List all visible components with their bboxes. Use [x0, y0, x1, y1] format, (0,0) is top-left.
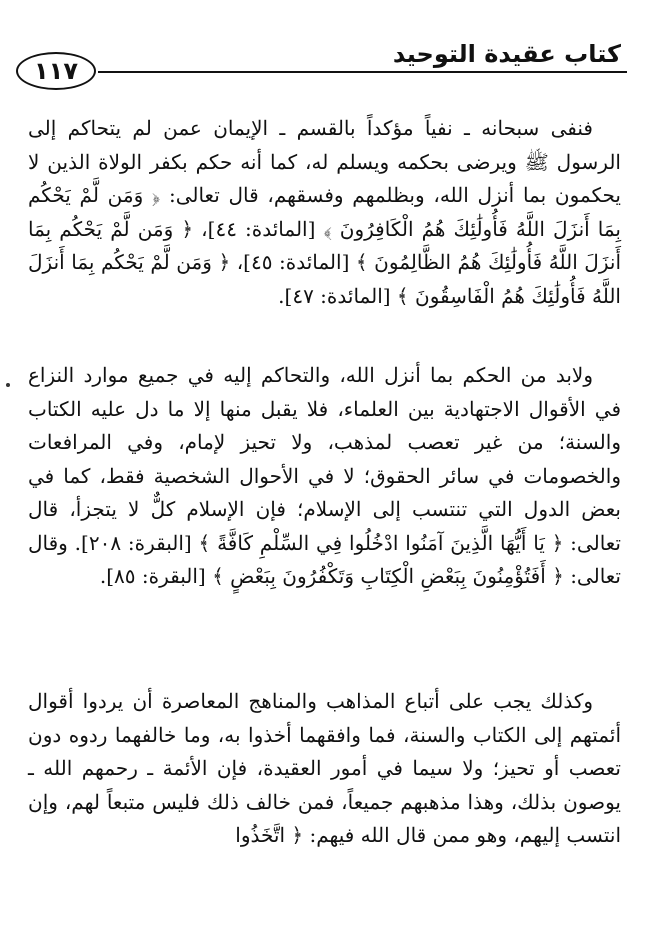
book-title: كتاب عقيدة التوحيد	[392, 40, 621, 68]
margin-mark	[6, 383, 10, 387]
paragraph-3: وكذلك يجب على أتباع المذاهب والمناهج المعاصرة أن يردوا أقوال أئمتهم إلى الكتاب والسنة، فما وافقهما أخذوا به، وما خالفهما ردوه دون تعصب أو تحيز؛ ولا سيما في أمور العقيدة، فإن الأئمة ـ رحمهم الله ـ يوصون بذلك، وهذا مذهبهم جميعاً، فمن خالف ذلك فليس متبعاً لهم، وإن انتسب إليهم، وهو ممن قال الله فيهم: ﴿ اتَّخَذُوا	[28, 689, 621, 847]
page-header	[14, 38, 627, 98]
page-number: ١١٧	[34, 57, 78, 85]
paragraph-1: فنفى سبحانه ـ نفياً مؤكداً بالقسم ـ الإيمان عمن لم يتحاكم إلى الرسول ﷺ ويرضى بحكمه ويسلم له، كما أنه حكم بكفر الولاة الذين لا يحكمون بما أنزل الله، وبظلمهم وفسقهم، قال تعالى: ﴿ وَمَن لَّمْ يَحْكُم بِمَا أَنزَلَ اللَّهُ فَأُولَٰئِكَ هُمُ الْكَافِرُونَ ﴾ [المائدة: ٤٤]، ﴿ وَمَن لَّمْ يَحْكُم بِمَا أَنزَلَ اللَّهُ فَأُولَٰئِكَ هُمُ الظَّالِمُونَ ﴾ [المائدة: ٤٥]، ﴿ وَمَن لَّمْ يَحْكُم بِمَا أَنزَلَ اللَّهُ فَأُولَٰئِكَ هُمُ الْفَاسِقُونَ ﴾ [المائدة: ٤٧].	[28, 116, 621, 308]
page-number-badge	[16, 52, 96, 90]
paragraph-2: ولابد من الحكم بما أنزل الله، والتحاكم إليه في جميع موارد النزاع في الأقوال الاجتهادية بين العلماء، فلا يقبل منها إلا ما دل عليه الكتاب والسنة؛ من غير تعصب لمذهب، ولا تحيز لإمام، وفي المرافعات والخصومات في سائر الحقوق؛ لا في الأحوال الشخصية فقط، كما في بعض الدول التي تنتسب إلى الإسلام؛ فإن الإسلام كلٌّ لا يتجزأ، قال تعالى: ﴿ يَا أَيُّهَا الَّذِينَ آمَنُوا ادْخُلُوا فِي السِّلْمِ كَافَّةً ﴾ [البقرة: ٢٠٨]. وقال تعالى: ﴿ أَفَتُؤْمِنُونَ بِبَعْضِ الْكِتَابِ وَتَكْفُرُونَ بِبَعْضٍ ﴾ [البقرة: ٨٥].	[28, 363, 621, 588]
page-body	[28, 112, 621, 905]
header-rule	[98, 71, 627, 73]
